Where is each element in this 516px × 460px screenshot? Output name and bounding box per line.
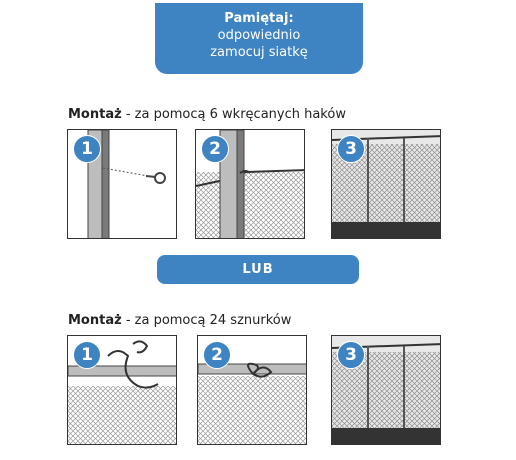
step-badge: 1 [73, 135, 101, 163]
section1-step3-panel [331, 129, 441, 239]
section1-step2-panel [195, 129, 305, 239]
section2-step1-panel [67, 335, 177, 445]
section1-step1-panel [67, 129, 177, 239]
step-badge: 2 [203, 341, 231, 369]
section2-step2-panel [197, 335, 307, 445]
step-badge: 3 [337, 135, 365, 163]
section2-step3-panel [331, 335, 441, 445]
notice-line-1: odpowiednio [217, 28, 301, 43]
step-badge: 2 [201, 135, 229, 163]
notice-banner [155, 3, 363, 74]
section2-heading-bold: Montaż [68, 313, 122, 328]
step-badge: 1 [73, 341, 101, 369]
section1-heading [68, 107, 346, 122]
section1-heading-text: - za pomocą 6 wkręcanych haków [121, 107, 346, 122]
notice-line-2: zamocuj siatkę [210, 45, 308, 60]
section2-heading-text: - za pomocą 24 sznurków [121, 313, 292, 328]
notice-title: Pamiętaj: [224, 11, 294, 26]
section2-heading [68, 313, 291, 328]
section1-heading-bold: Montaż [68, 107, 122, 122]
or-divider: LUB [157, 255, 359, 284]
step-badge: 3 [337, 341, 365, 369]
